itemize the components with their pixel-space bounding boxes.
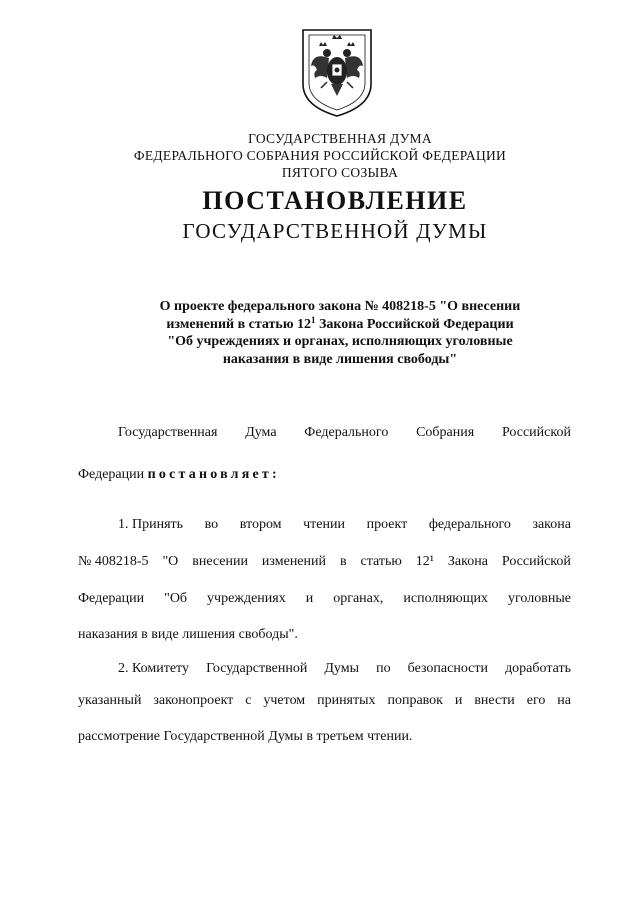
- intro-line-1: [78, 424, 571, 441]
- item1-word: втором: [239, 517, 282, 532]
- subject-line-4: наказания в виде лишения свободы": [222, 351, 458, 367]
- item1-line-4: [78, 626, 571, 643]
- item1-word: органах,: [333, 591, 384, 606]
- item1-word: 12¹: [415, 554, 434, 569]
- issuer-header: [0, 130, 640, 181]
- item1-word: федерального: [428, 517, 511, 532]
- item2-word: учетом: [263, 693, 306, 708]
- item1-line-3: [78, 590, 571, 607]
- item1-word: учреждениях: [207, 591, 286, 606]
- item1-word: уголовные: [508, 591, 571, 606]
- item1-word: исполняющих: [403, 591, 489, 606]
- item1-word: проект: [366, 517, 408, 532]
- item1-word: статью: [360, 554, 402, 569]
- item2-word: с: [245, 693, 252, 708]
- intro-word: Собрания: [416, 425, 475, 440]
- subject-line-2: [100, 316, 580, 334]
- item1-word: и: [305, 591, 314, 606]
- item2-word: принятых: [317, 693, 376, 708]
- document-title: ПОСТАНОВЛЕНИЕ: [202, 186, 468, 215]
- issuer-line-3: ПЯТОГО СОЗЫВА: [281, 165, 399, 180]
- item2-last-line: рассмотрение Государственной Думы в третьем чтении.: [78, 729, 413, 744]
- item2-word: доработать: [505, 661, 571, 676]
- item1-last-line: наказания в виде лишения свободы".: [78, 627, 298, 642]
- subject-line-2-start: изменений в статью 12: [166, 316, 312, 332]
- item2-word: Государственной: [206, 661, 308, 676]
- subject-line-2-end: Закона Российской Федерации: [315, 316, 514, 332]
- intro-federation: Федерации: [78, 467, 148, 482]
- item2-word: и: [454, 693, 463, 708]
- item1-word: 1. Принять: [118, 517, 184, 532]
- item2-line-3: [78, 728, 571, 745]
- item1-word: закона: [532, 517, 571, 532]
- intro-word: Дума: [245, 425, 277, 440]
- document-subtitle: ГОСУДАРСТВЕННОЙ ДУМЫ: [182, 219, 488, 243]
- item2-word: указанный: [78, 693, 142, 708]
- intro-word: Российской: [501, 425, 571, 440]
- item2-word: по: [376, 661, 391, 676]
- item1-word: изменений: [261, 554, 327, 569]
- item2-word: законопроект: [153, 693, 234, 708]
- item2-line-2: [78, 692, 571, 709]
- item2-word: 2. Комитету: [118, 661, 189, 676]
- item1-word: во: [204, 517, 219, 532]
- subject-line-1: О проекте федерального закона № 408218-5 "О внесении: [159, 299, 521, 314]
- resolves-word: постановляет:: [147, 467, 280, 482]
- issuer-line-2: ФЕДЕРАЛЬНОГО СОБРАНИЯ РОССИЙСКОЙ ФЕДЕРАЦИИ: [133, 148, 507, 163]
- intro-word: Государственная: [118, 425, 218, 440]
- item1-word: внесении: [192, 554, 248, 569]
- item2-word: Думы: [324, 661, 360, 676]
- item1-word: в: [339, 554, 347, 569]
- item2-word: на: [557, 693, 571, 708]
- subject-line-3: "Об учреждениях и органах, исполняющих уголовные: [167, 334, 513, 349]
- intro-line-2: [78, 466, 571, 483]
- item1-word: Закона: [447, 554, 488, 569]
- item1-line-2: [78, 553, 571, 570]
- item1-line-1: [78, 516, 571, 533]
- item2-word: внести: [474, 693, 515, 708]
- item1-word: Федерации: [78, 591, 145, 606]
- item1-word: чтении: [303, 517, 345, 532]
- item1-word: "О: [162, 554, 179, 569]
- issuer-line-1: ГОСУДАРСТВЕННАЯ ДУМА: [248, 131, 432, 146]
- item2-word: безопасности: [407, 661, 488, 676]
- item2-word: его: [526, 693, 546, 708]
- superscript-one: 1: [311, 314, 316, 325]
- item1-word: Российской: [501, 554, 571, 569]
- item1-word: № 408218-5: [78, 554, 149, 569]
- document-subject: [100, 298, 580, 368]
- intro-word: Федерального: [304, 425, 389, 440]
- item2-word: поправок: [387, 693, 443, 708]
- item1-word: "Об: [164, 591, 188, 606]
- coat-of-arms-icon: [297, 26, 377, 118]
- item2-line-1: [78, 660, 571, 677]
